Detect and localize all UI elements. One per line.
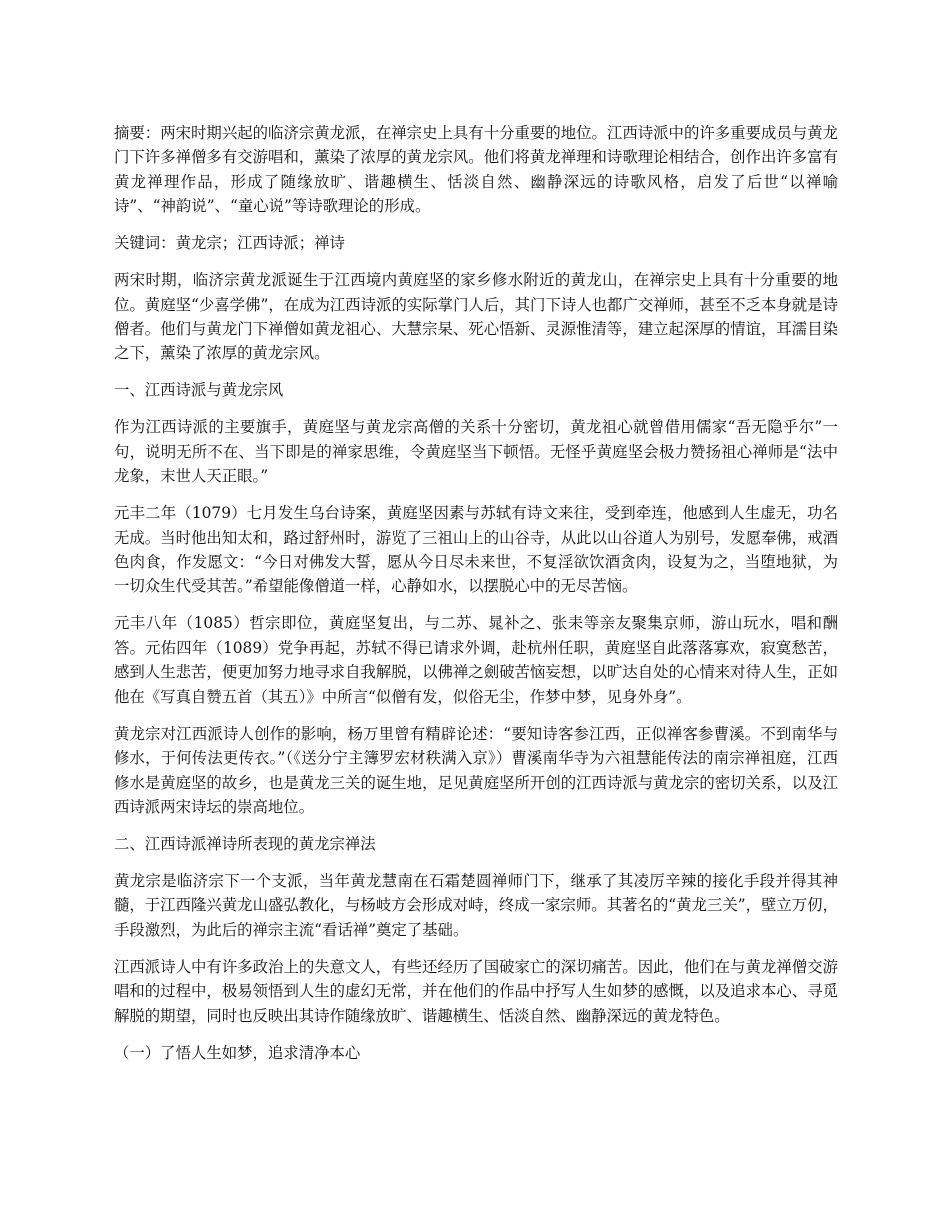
section1-paragraph-2: 元丰二年（1079）七月发生乌台诗案，黄庭坚因素与苏轼有诗文来往，受到牵连，他感到人生虚无，功名无成。当时他出知太和，路过舒州时，游览了三祖山上的山谷寺，从此以山谷道人为别号，发愿奉佛，戒酒色肉食，作发愿文：“今日对佛发大誓，愿从今日尽未来世，不复淫欲饮酒贪肉，设复为之，当堕地狱，为一切众生代受其苦。”希望能像僧道一样，心静如水，以摆脱心中的无尽苦恼。 [114,504,838,596]
section1-paragraph-1: 作为江西诗派的主要旗手，黄庭坚与黄龙宗高僧的关系十分密切，黄龙祖心就曾借用儒家“吾无隐乎尔”一句，说明无所不在、当下即是的禅家思维，令黄庭坚当下顿悟。无怪乎黄庭坚会极力赞扬祖心禅师是“法中龙象，末世人天正眼。” [114,418,838,486]
section2-paragraph-2: 江西派诗人中有许多政治上的失意文人，有些还经历了国破家亡的深切痛苦。因此，他们在与黄龙禅僧交游唱和的过程中，极易领悟到人生的虚幻无常，并在他们的作品中抒写人生如梦的感慨，以及追求本心、寻觅解脱的期望，同时也反映出其诗作随缘放旷、谐趣横生、恬淡自然、幽静深远的黄龙特色。 [114,957,838,1025]
subsection-heading-1: （一）了悟人生如梦，追求清净本心 [114,1043,361,1062]
section-heading-1: 一、江西诗派与黄龙宗风 [114,381,284,400]
section-heading-2: 二、江西诗派禅诗所表现的黄龙宗禅法 [114,834,376,853]
section1-paragraph-4: 黄龙宗对江西派诗人创作的影响，杨万里曾有精辟论述：“要知诗客参江西，正似禅客参曹溪。不到南华与修水，于何传法更传衣。”（《送分宁主簿罗宏材秩满入京》）曹溪南华寺为六祖慧能传法的南宗禅祖庭，江西修水是黄庭坚的故乡，也是黄龙三关的诞生地，足见黄庭坚所开创的江西诗派与黄龙宗的密切关系，以及江西诗派两宋诗坛的崇高地位。 [114,724,838,816]
intro-paragraph: 两宋时期，临济宗黄龙派诞生于江西境内黄庭坚的家乡修水附近的黄龙山，在禅宗史上具有十分重要的地位。黄庭坚“少喜学佛”，在成为江西诗派的实际掌门人后，其门下诗人也都广交禅师，甚至不乏本身就是诗僧者。他们与黄龙门下禅僧如黄龙祖心、大慧宗杲、死心悟新、灵源惟清等，建立起深厚的情谊，耳濡目染之下，薰染了浓厚的黄龙宗风。 [114,271,838,363]
keywords-line: 关键词：黄龙宗；江西诗派；禅诗 [114,234,345,253]
section2-paragraph-1: 黄龙宗是临济宗下一个支派，当年黄龙慧南在石霜楚圆禅师门下，继承了其凌厉辛辣的接化手段并得其神髓，于江西隆兴黄龙山盛弘教化，与杨岐方会形成对峙，终成一家宗师。其著名的“黄龙三关”，壁立万仞，手段激烈，为此后的禅宗主流“看话禅”奠定了基础。 [114,871,838,939]
section1-paragraph-3: 元丰八年（1085）哲宗即位，黄庭坚复出，与二苏、晁补之、张耒等亲友聚集京师，游山玩水，唱和酬答。元佑四年（1089）党争再起，苏轼不得已请求外调，赴杭州任职，黄庭坚自此落落寡欢，寂寞愁苦，感到人生悲苦，便更加努力地寻求自我解脱，以佛禅之劍破苦恼妄想，以旷达自处的心情来对待人生，正如他在《写真自赞五首（其五）》中所言“似僧有发，似俗无尘，作梦中梦，见身外身”。 [114,614,838,706]
abstract-paragraph: 摘要：两宋时期兴起的临济宗黄龙派，在禅宗史上具有十分重要的地位。江西诗派中的许多重要成员与黄龙门下许多禅僧多有交游唱和，薰染了浓厚的黄龙宗风。他们将黄龙禅理和诗歌理论相结合，创作出许多富有黄龙禅理作品，形成了随缘放旷、谐趣横生、恬淡自然、幽静深远的诗歌风格，启发了后世“以禅喻诗”、“神韵说”、“童心说”等诗歌理论的形成。 [114,124,838,216]
